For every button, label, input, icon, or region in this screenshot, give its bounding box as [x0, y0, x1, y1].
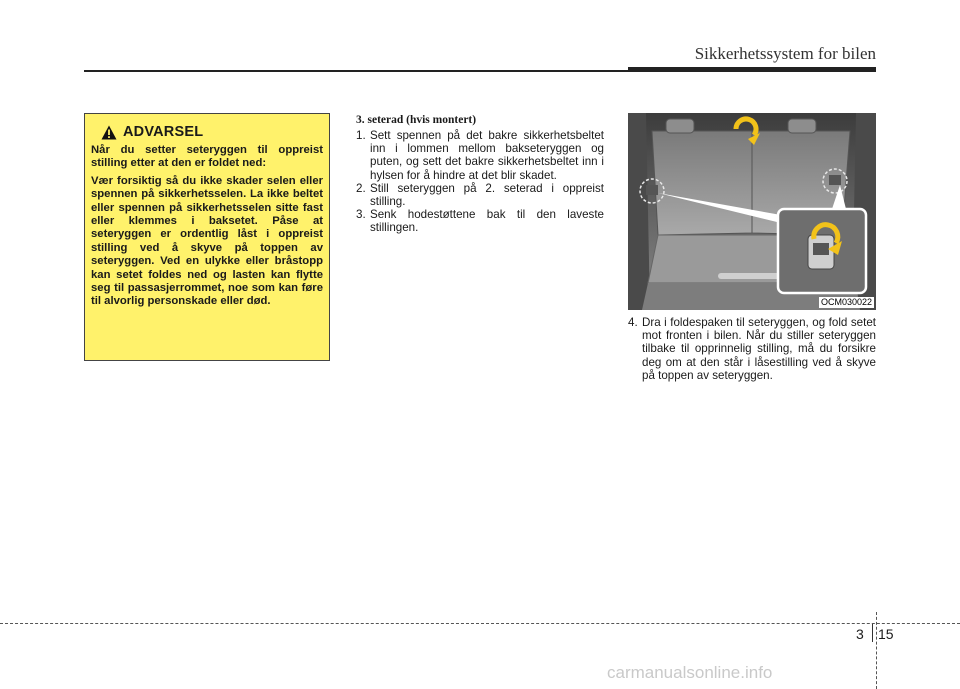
step-text: Senk hodestøttene bak til den laveste stillingen. — [370, 208, 604, 235]
chapter-number: 3 — [856, 626, 864, 642]
step-number: 2. — [356, 181, 366, 195]
warning-paragraph: Vær forsiktig så du ikke skader selen eller spennen på sikkerhetsselen. La ikke beltet eller spennen på sikkerhetsselen sitte fast eller klemmes i baksetet. Påse at seteryggen er ordentlig låst i oppreist stilling ved å skyve på toppen av seteryggen. Ved en ulykke eller bråstopp kan setet foldes ned og lasten kan flytte seg til passasjerrommet, noe som kan føre til alvorlig personskade eller død. — [91, 174, 323, 308]
warning-paragraph: Når du setter seteryggen til oppreist stilling etter at den er foldet ned: — [91, 144, 323, 170]
cargo-area-photo — [628, 113, 876, 310]
step-text: Dra i foldespaken til seteryggen, og fold setet mot fronten i bilen. Når du stiller seteryggen tilbake til opprinnelig stilling, må du forsikre deg om at den står i låsestilling ved å skyve på toppen av seteryggen. — [642, 316, 876, 382]
warning-header — [91, 124, 323, 140]
figure-code: OCM030022 — [820, 297, 872, 307]
header-rule-accent — [628, 67, 876, 72]
footer-divider — [876, 612, 877, 689]
footer-rule — [0, 623, 960, 624]
instruction-list — [628, 316, 876, 382]
instruction-step — [356, 182, 604, 208]
warning-triangle-icon — [101, 125, 117, 140]
instruction-step — [356, 129, 604, 182]
section-heading: 3. seterad (hvis montert) — [356, 114, 477, 126]
page-number: 15 — [878, 626, 894, 642]
page-section-title: Sikkerhetssystem for bilen — [694, 44, 876, 63]
instruction-column-right — [628, 316, 876, 382]
instruction-step — [356, 208, 604, 234]
cargo-area-illustration — [628, 113, 876, 310]
step-number: 1. — [356, 129, 366, 142]
watermark: carmanualsonline.info — [607, 663, 773, 682]
step-number: 4. — [628, 316, 638, 329]
instruction-list — [356, 129, 604, 235]
warning-title: ADVARSEL — [123, 124, 204, 140]
page-number-separator — [872, 624, 873, 642]
instruction-step — [628, 316, 876, 382]
step-number: 3. — [356, 208, 366, 222]
instruction-column — [356, 113, 604, 235]
warning-box — [84, 113, 330, 361]
step-text: Still seteryggen på 2. seterad i oppreist stilling. — [370, 181, 604, 209]
step-text: Sett spennen på det bakre sikkerhetsbeltet inn i lommen mellom bakseteryggen og puten, og sett det bakre sikkerhetsbeltet inn i hylsen for å hindre at det blir skadet. — [370, 129, 604, 182]
